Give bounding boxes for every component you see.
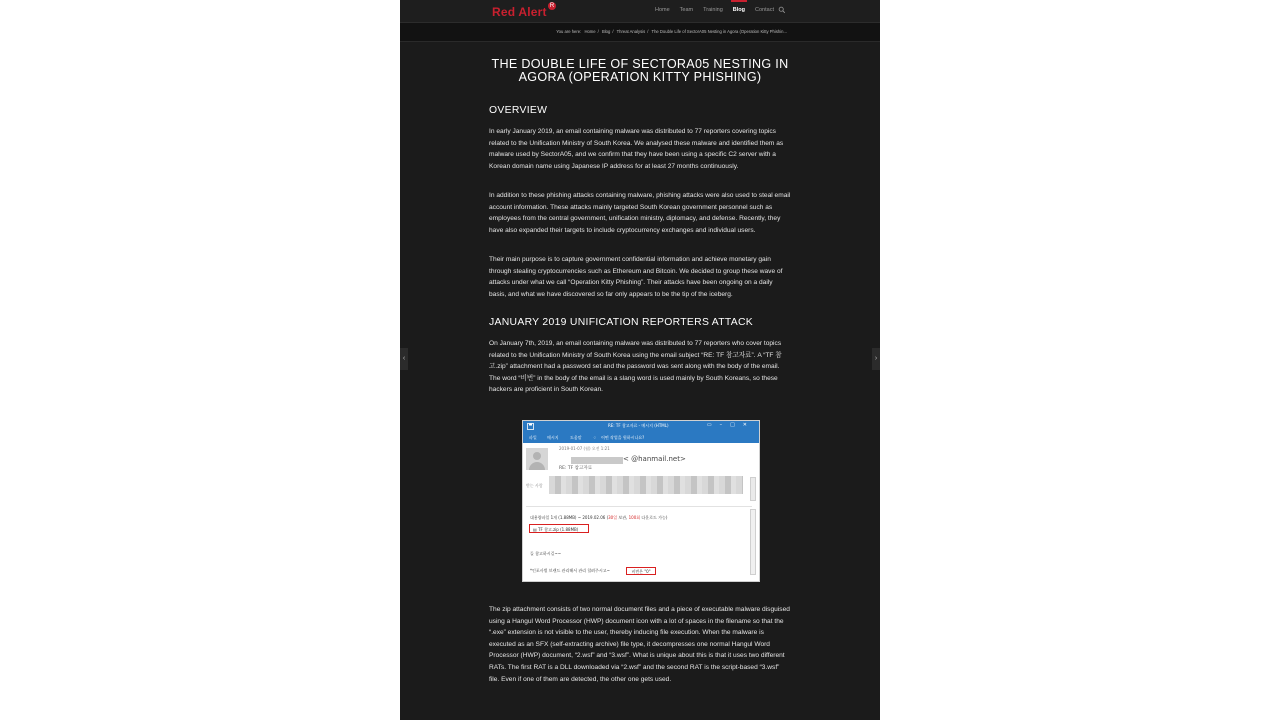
attachment-info: 대용량파일 1개 (1.88MB) ~ 2019.02.06 (30일 보관, 100회 다운로드 가능) — [530, 515, 668, 520]
nav-home[interactable]: Home — [655, 7, 670, 13]
password-hint: 비번은 "0" — [626, 567, 656, 575]
email-menu-bar — [523, 432, 759, 443]
breadcrumb-prefix: You are here: — [556, 29, 582, 34]
recipients-scrollbar — [750, 477, 756, 501]
paragraph-1: In early January 2019, an email containing malware was distributed to 77 reporters covering topics related to the Unification Ministry of South Korea. We analysed these malware and identified them as malware used by SectorA05, and we confirm that they have been using a specific C2 server with a Korean domain name using Japanese IP address for at least 27 months continuously. — [489, 128, 784, 170]
email-window-title: RE: TF 참고자료 - 메시지 (HTML) — [608, 423, 669, 428]
menu-tell-me: 어떤 작업을 원하시나요? — [601, 435, 645, 440]
section-heading-reporters-attack: JANUARY 2019 UNIFICATION REPORTERS ATTACK — [489, 317, 754, 328]
nav-blog[interactable]: Blog — [732, 7, 746, 13]
article-title: THE DOUBLE LIFE OF SECTORA05 NESTING IN AGORA (OPERATION KITTY PHISHING) — [491, 57, 789, 84]
site-logo[interactable] — [492, 5, 547, 19]
email-body-line-1: 들 참고하시길~~ — [530, 551, 562, 556]
logo-text: Red Alert — [492, 5, 547, 19]
nav-training[interactable]: Training — [703, 7, 723, 13]
email-date: 2019-01-07 (월) 오전 1:21 — [559, 446, 610, 451]
attachment-zip: ▤ TF 참고.zip (1.88MB) — [529, 524, 589, 533]
menu-file: 파일 — [529, 435, 537, 440]
menu-help: 도움말 — [570, 435, 582, 440]
next-post-arrow[interactable]: › — [872, 348, 880, 370]
paragraph-4: On January 7th, 2019, an email containing malware was distributed to 77 reporters who cover topics related to the Unification Ministry of South Korea using the email subject “RE: TF 참고자료”. A “TF 참고.zip” attachment had a password set and the password was sent along with the body of the email. The word “비번” in the body of the email is a slang word is used mainly by South Koreans, so these hackers are proficient in South Korean. — [489, 340, 782, 394]
lightbulb-icon: ♢ — [593, 435, 597, 440]
window-controls-icon: ▭–□✕ — [706, 422, 755, 428]
redacted-recipients — [549, 476, 743, 494]
blog-page — [400, 0, 880, 720]
redacted-sender-name — [571, 457, 623, 464]
paragraph-2: In addition to these phishing attacks containing malware, phishing attacks were also used to steal email account information. These attacks mainly targeted South Korean government personnel such as employees from the central government, unification ministry, diplomacy, and defense. Recently, they have also expanded their targets to include cryptocurrency exchanges and individual users. — [489, 192, 791, 234]
email-sender: < @hanmail.net> — [623, 455, 686, 463]
paragraph-5: The zip attachment consists of two normal document files and a piece of executable malware disguised using a Hangul Word Processor (HWP) document icon with a lot of spaces in the filename so that the “.exe” extension is not visible to the user, thereby inducing file execution. When the malware is executed as an SFX (self-extracting archive) file type, it decompresses one normal Hangul Word Processor (HWP) document, “2.wsf” and “3.wsf”. What is unique about this is that it uses two different RATs. The first RAT is a DLL downloaded via “2.wsf” and the second RAT is the script-based “3.wsf” file. Even if one of them are detected, the other one gets used. — [489, 606, 790, 683]
nav-team[interactable]: Team — [679, 7, 694, 13]
main-nav — [655, 7, 774, 13]
email-to-label: 받는 사람 — [526, 483, 543, 488]
email-subject: RE: TF 참고자료 — [559, 466, 593, 471]
logo-badge: R — [549, 3, 555, 9]
paragraph-3: Their main purpose is to capture government confidential information and achieve monetary gain through stealing cryptocurrencies such as Ethereum and Bitcoin. We decided to group these wave of attacks under what we call “Operation Kitty Phishing”. Their attacks have been ongoing on a daily basis, and what we have discovered so far only appears to be the tip of the iceberg. — [489, 256, 783, 298]
breadcrumb-home[interactable]: Home — [584, 29, 596, 34]
breadcrumb-current: The Double Life of SectorA05 Nesting in Agora (Operation Kitty Phishin... — [651, 29, 787, 34]
avatar — [526, 448, 548, 470]
breadcrumb-bar — [400, 23, 880, 42]
breadcrumb-blog[interactable]: Blog — [601, 29, 611, 34]
email-body-line-2: *인포사별 브랜드 관리해서 관리 할려주시고~ — [530, 568, 610, 573]
email-titlebar — [523, 421, 759, 432]
save-icon — [527, 423, 534, 430]
zip-file-icon: ▤ — [533, 527, 539, 532]
divider — [526, 506, 752, 507]
overview-heading: OVERVIEW — [489, 105, 548, 116]
search-icon[interactable] — [778, 6, 786, 14]
email-screenshot-figure — [522, 420, 760, 582]
breadcrumb-threat-analysis[interactable]: Threat Analysis — [616, 29, 646, 34]
menu-message: 메시지 — [547, 435, 559, 440]
site-header — [400, 0, 880, 23]
body-scrollbar — [750, 509, 756, 575]
nav-contact[interactable]: Contact — [755, 7, 774, 13]
breadcrumb: You are here: Home / Blog / Threat Analysis / The Double Life of SectorA05 Nesting in Agora (Operation Kitty Phishin... — [556, 29, 787, 34]
prev-post-arrow[interactable]: ‹ — [400, 348, 408, 370]
